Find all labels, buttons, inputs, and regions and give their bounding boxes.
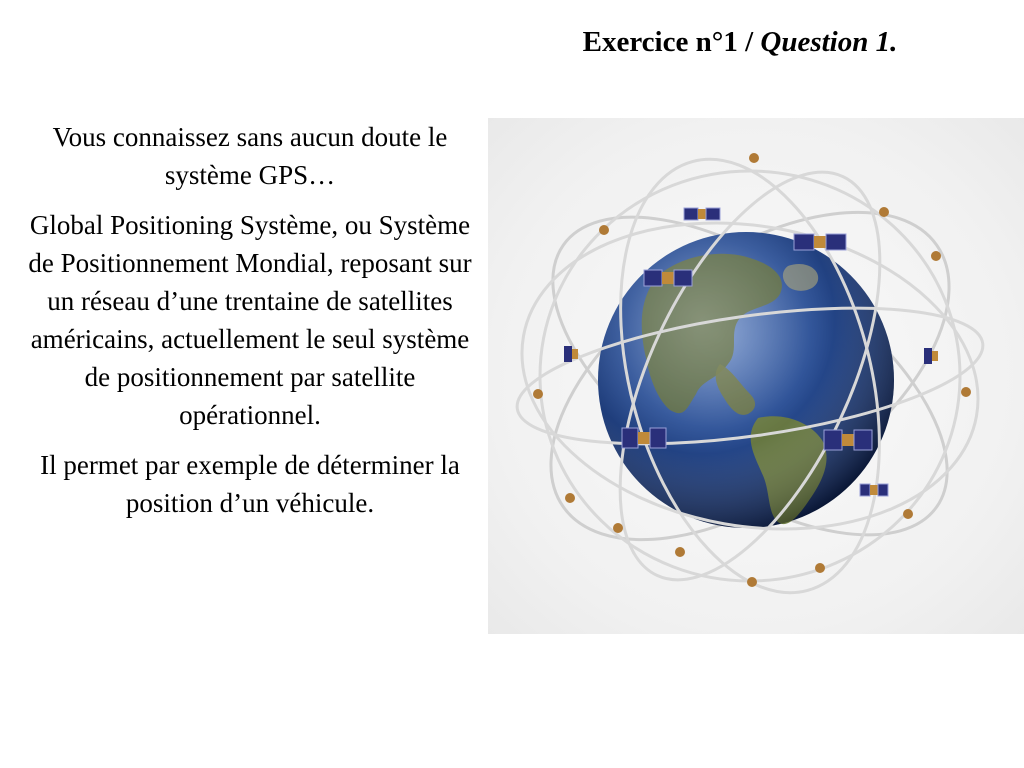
slide-title bbox=[500, 22, 980, 62]
paragraph-definition: Global Positioning Système, ou Système de Positionnement Mondial, reposant sur un réseau d’une trentaine de satellites américains, actuellement le seul système de positionnement par satellite opérationnel. bbox=[28, 210, 472, 430]
gps-globe-image bbox=[488, 118, 1024, 634]
earth-globe bbox=[598, 232, 894, 528]
title-question: Question 1. bbox=[760, 26, 898, 58]
paragraph-usage: Il permet par exemple de déterminer la position d’un véhicule. bbox=[40, 450, 460, 518]
gps-constellation-globe-icon bbox=[488, 118, 1024, 634]
title-prefix: Exercice n°1 / bbox=[582, 26, 761, 58]
body-text bbox=[22, 118, 478, 534]
paragraph-intro: Vous connaissez sans aucun doute le système GPS… bbox=[52, 122, 448, 190]
